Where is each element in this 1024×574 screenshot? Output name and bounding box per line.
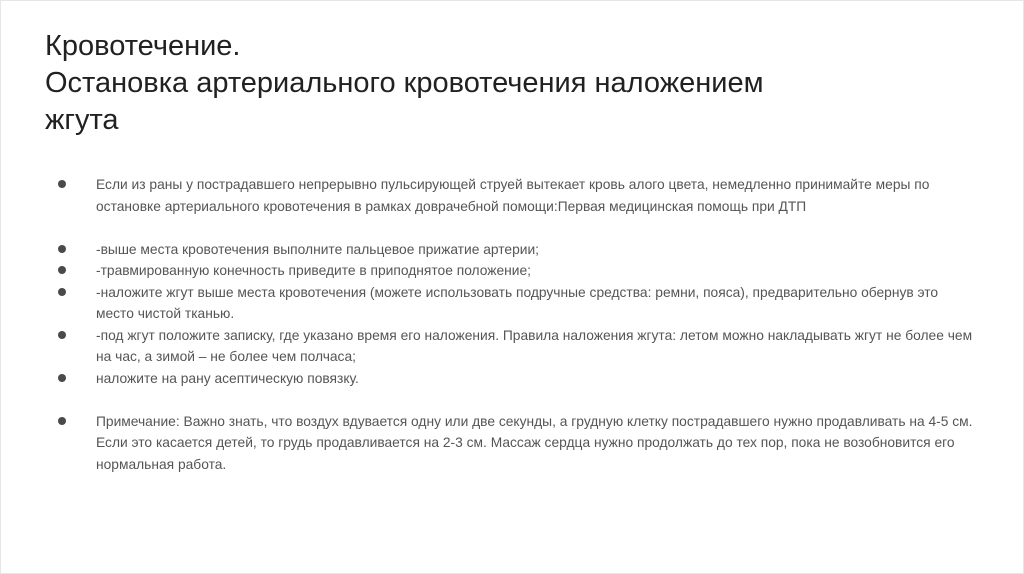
list-item-text: наложите на рану асептическую повязку. (96, 370, 359, 386)
bullet-icon (58, 331, 66, 339)
title-line-3: жгута (45, 104, 119, 136)
list-item-text: -травмированную конечность приведите в приподнятое положение; (96, 263, 532, 278)
list-item-text: Если из раны у пострадавшего непрерывно пульсирующей струей вытекает кровь алого цвета, немедленно принимайте меры по остановке артериального кровотечения в рамках доврачебной помощи:Первая медицинская помощь при ДТП (96, 177, 930, 214)
title-line-1: Кровотечение. (45, 30, 241, 62)
list-item (56, 368, 976, 390)
bullet-list (56, 174, 976, 475)
list-item (56, 282, 976, 325)
bullet-icon (58, 245, 66, 253)
list-item (56, 411, 976, 476)
list-item (56, 174, 976, 217)
list-item-text: -наложите жгут выше места кровотечения (можете использовать подручные средства: ремни, пояса), предварительно обернув это место чистой тканью. (96, 284, 939, 321)
bullet-icon (58, 266, 66, 274)
bullet-icon (58, 417, 66, 425)
list-item (56, 239, 976, 261)
slide-title (45, 28, 985, 139)
list-item-text: -выше места кровотечения выполните пальцевое прижатие артерии; (96, 241, 540, 257)
list-item (56, 325, 976, 368)
title-line-2: Остановка артериального кровотечения наложением (45, 67, 764, 99)
bullet-icon (58, 288, 66, 296)
list-item-text: Примечание: Важно знать, что воздух вдувается одну или две секунды, а грудную клетку пострадавшего нужно продавливать на 4-5 см. Если это касается детей, то грудь продавливается на 2-3 см. Массаж сердца нужно продолжать до тех пор, пока не возобновится его нормальная работа. (96, 413, 973, 472)
list-item (56, 260, 976, 282)
list-item-text: -под жгут положите записку, где указано время его наложения. Правила наложения жгута: летом можно накладывать жгут не более чем на час, а зимой – не более чем полчаса; (96, 327, 973, 364)
bullet-icon (58, 180, 66, 188)
bullet-icon (58, 374, 66, 382)
